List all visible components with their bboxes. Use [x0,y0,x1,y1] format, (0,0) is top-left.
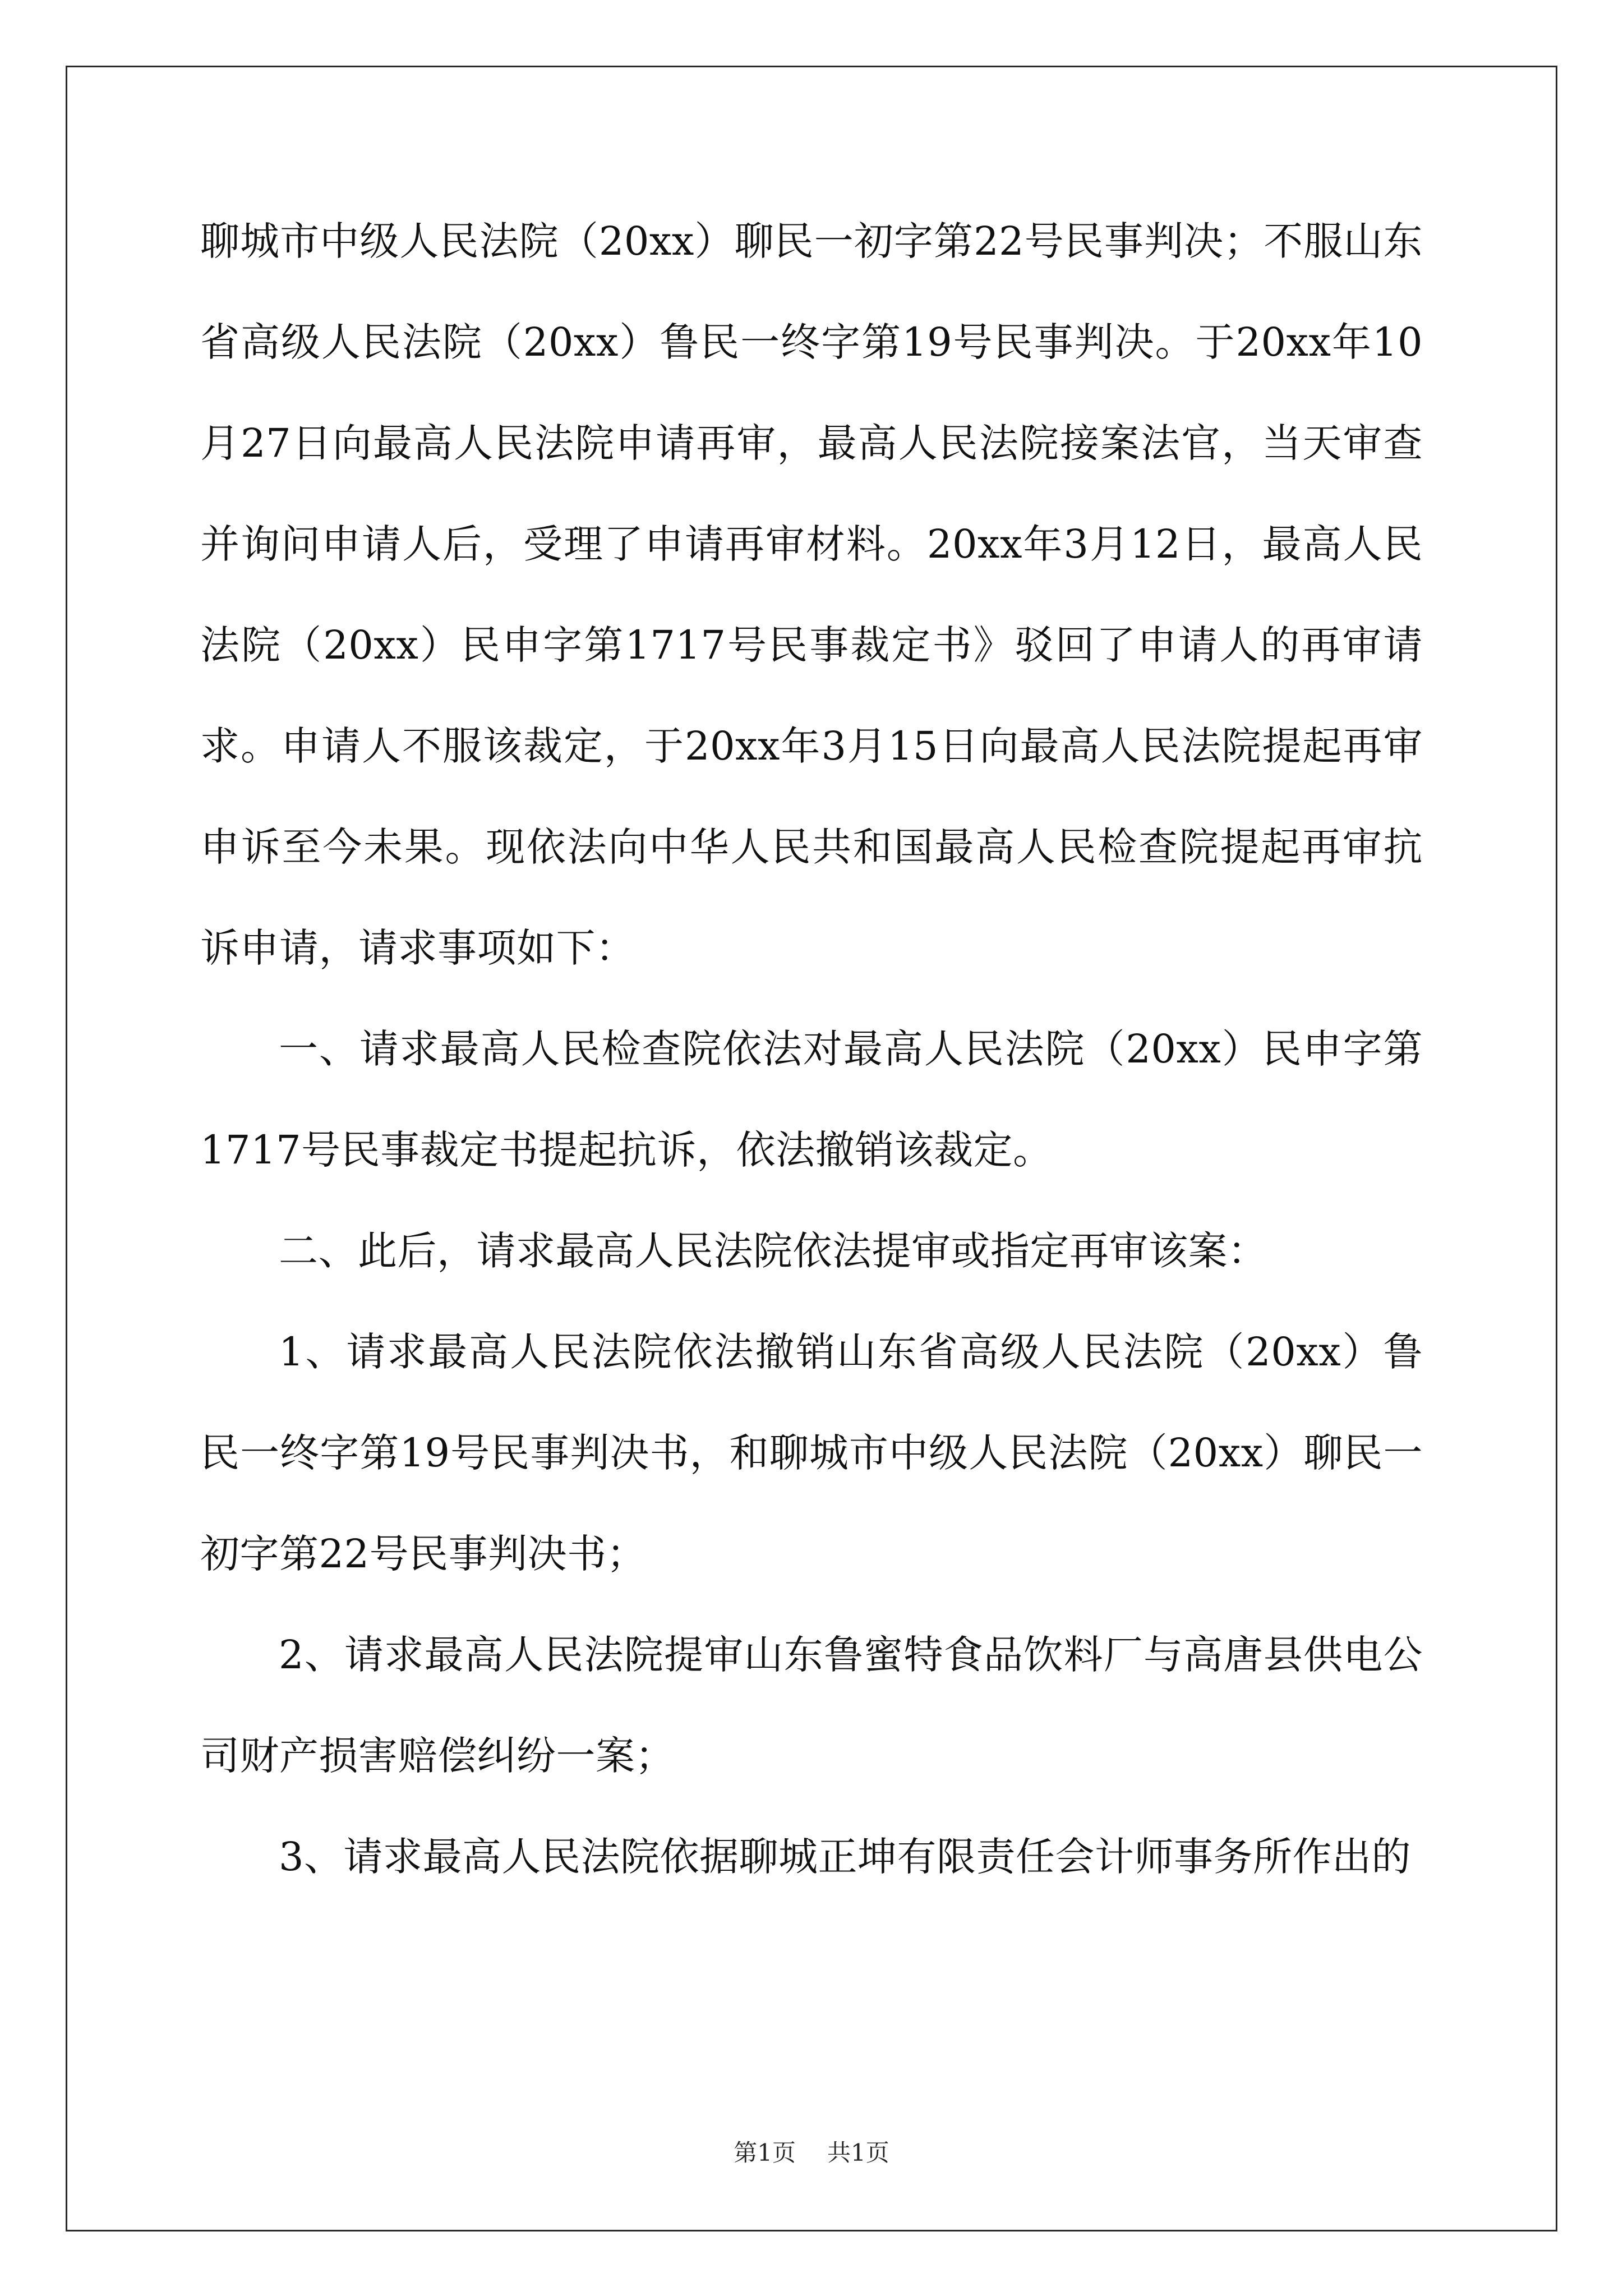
paragraph-5: 2、请求最高人民法院提审山东鲁蜜特食品饮料厂与高唐县供电公司财产损害赔偿纠纷一案； [200,1632,1423,1779]
page-number: 第1页 [734,2139,796,2166]
page-footer [0,2136,1623,2170]
paragraph-4: 1、请求最高人民法院依法撤销山东省高级人民法院（20xx）鲁民一终字第19号民事判决书，和聊城市中级人民法院（20xx）聊民一初字第22号民事判决书； [200,1329,1423,1577]
paragraph-2: 一、请求最高人民检查院依法对最高人民法院（20xx）民申字第1717号民事裁定书提起抗诉，依法撤销该裁定。 [200,1026,1423,1173]
document-body [200,191,1423,1907]
paragraph-3: 二、此后，请求最高人民法院依法提审或指定再审该案： [279,1228,1267,1274]
page-total: 共1页 [827,2139,889,2166]
paragraph-6: 3、请求最高人民法院依据聊城正坤有限责任会计师事务所作出的 [279,1834,1412,1880]
paragraph-1: 聊城市中级人民法院（20xx）聊民一初字第22号民事判决；不服山东省高级人民法院（20xx）鲁民一终字第19号民事判决。于20xx年10月27日向最高人民法院申请再审，最高人民法院接案法官，当天审查并询问申请人后，受理了申请再审材料。20xx年3月12日，最高人民法院（20xx）民申字第1717号民事裁定书》驳回了申请人的再审请求。申请人不服该裁定，于20xx年3月15日向最高人民法院提起再审申诉至今未果。现依法向中华人民共和国最高人民检查院提起再审抗诉申请，请求事项如下： [200,218,1423,971]
